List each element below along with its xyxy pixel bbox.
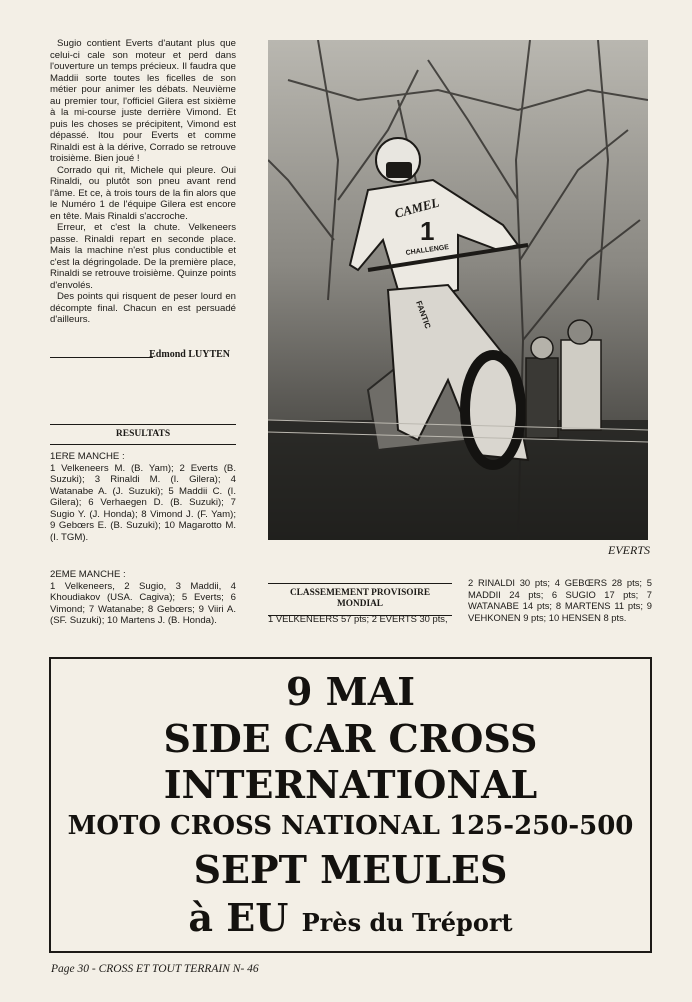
world-standings-part2: 2 RINALDI 30 pts; 4 GEBŒRS 28 pts; 5 MADDII 24 pts; 6 SUGIO 17 pts; 7 WATANABE 14 pts; 8 MARTENS 11 pts; 9 VEHKONEN 9 pts; 10 HENSEN 8 pts. bbox=[468, 577, 652, 623]
photo-caption: EVERTS bbox=[608, 543, 650, 557]
author-name: Edmond LUYTEN bbox=[149, 349, 230, 360]
ad-line-location bbox=[51, 895, 650, 940]
results-manche-1 bbox=[50, 451, 236, 543]
rider-photo bbox=[268, 40, 648, 540]
bike-text: FANTIC bbox=[414, 299, 433, 330]
ad-line-motocross: MOTO CROSS NATIONAL 125-250-500 bbox=[67, 811, 634, 841]
manche-2-results: 1 Velkeneers, 2 Sugio, 3 Maddii, 4 Khoudiakov (USA. Cagiva); 5 Everts; 6 Vimond; 7 Watanabe; 8 Gebœrs; 9 Viiri A. (SF. Suzuki); 10 Martens J. (B. Honda). bbox=[50, 580, 236, 626]
ad-line-venue: SEPT MEULES bbox=[193, 847, 508, 892]
ad-line-sidecar: SIDE CAR CROSS bbox=[163, 716, 538, 761]
article-signature bbox=[50, 349, 236, 363]
article-paragraph: Erreur, et c'est la chute. Velkeneers passe. Rinaldi repart en seconde place. Mais la machine n'est plus conductible et c'est la dégringolade. De la première place, Rinaldi se retrouve troisième. Quinze points d'envolés. bbox=[50, 222, 236, 291]
results-manche-2 bbox=[50, 569, 236, 627]
ad-line-international: INTERNATIONAL bbox=[163, 762, 538, 807]
world-standings-part1: 1 VELKENEERS 57 pts; 2 EVERTS 30 pts, bbox=[268, 613, 448, 624]
article-paragraph: Des points qui risquent de peser lourd en décompte final. Chacun en est persuadé d'ailleurs. bbox=[50, 291, 236, 325]
article-column bbox=[50, 38, 236, 326]
rider-photo-illustration bbox=[268, 40, 648, 540]
article-paragraph: Corrado qui rit, Michele qui pleure. Oui Rinaldi, ou plutôt son pneu avant rend l'âme. Et ce, à trois tours de la fin alors que le Numéro 1 de l'équipe Gilera est encore en tête. Mais Rinaldi s'accroche. bbox=[50, 164, 236, 222]
bib-number: 1 bbox=[420, 216, 435, 246]
event-advertisement bbox=[49, 657, 652, 953]
jersey-text: CAMEL bbox=[392, 194, 441, 221]
manche-1-title: 1ERE MANCHE : bbox=[50, 451, 125, 462]
chest-text: CHALLENGE bbox=[405, 243, 450, 257]
ad-date: 9 MAI bbox=[286, 669, 415, 714]
ad-location-town: à EU bbox=[188, 895, 289, 940]
manche-1-results: 1 Velkeneers M. (B. Yam); 2 Everts (B. Suzuki); 3 Rinaldi M. (I. Gilera); 4 Watanabe A. (J. Suzuki); 5 Maddii C. (I. Gilera); 6 Verhaegen D. (B. Suzuki); 7 Sugio Y. (J. Honda); 8 Vimond J. (F. Yam); 9 Gebœrs E. (B. Suzuki); 10 Magarotto M. (I. TGM). bbox=[50, 462, 236, 543]
ad-location-near: Près du Tréport bbox=[301, 908, 513, 937]
results-heading: RESULTATS bbox=[50, 424, 236, 445]
signature-rule bbox=[50, 357, 153, 358]
page-footer: Page 30 - CROSS ET TOUT TERRAIN N- 46 bbox=[51, 963, 259, 975]
article-paragraph: Sugio contient Everts d'autant plus que celui-ci cale son moteur et perd dans l'ouverture un temps précieux. Il faudra que Maddii sorte toutes les ficelles de son métier pour animer les débats. Neuvième au premier tour, l'officiel Gilera est sixième à la mi-course juste derrière Vimond. Et puis les choses se précipitent, Vimond est dépassé. Itou pour Everts et comme Rinaldi est à la dérive, Corrado se retrouve troisième. Bien joué ! bbox=[50, 38, 236, 164]
world-standings-heading: CLASSEMEMENT PROVISOIRE MONDIAL bbox=[268, 583, 452, 616]
manche-2-title: 2EME MANCHE : bbox=[50, 569, 126, 580]
